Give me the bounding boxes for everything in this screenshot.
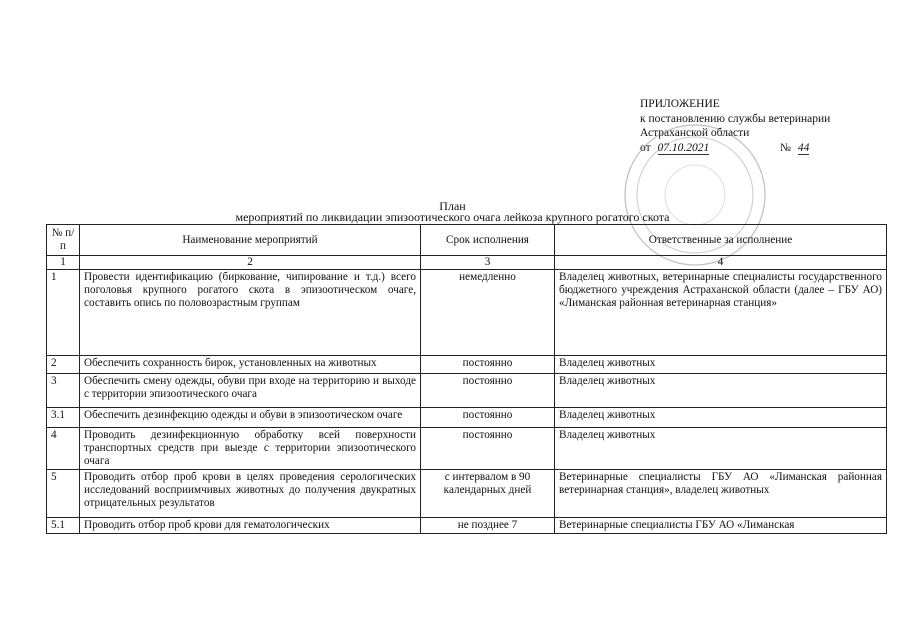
column-number: 3 <box>421 256 555 270</box>
row-responsible: Владелец животных <box>555 408 887 428</box>
appendix-line-1: к постановлению службы ветеринарии <box>640 112 831 125</box>
row-action: Проводить отбор проб крови для гематологических <box>80 518 421 534</box>
date-prefix: от <box>640 141 651 154</box>
table-row <box>47 428 887 470</box>
row-num: 4 <box>47 428 80 470</box>
row-responsible: Ветеринарные специалисты ГБУ АО «Лиманская районная ветеринарная станция», владелец животных <box>555 470 887 518</box>
row-responsible: Владелец животных <box>555 356 887 374</box>
row-term: не позднее 7 <box>421 518 555 534</box>
row-term: постоянно <box>421 408 555 428</box>
row-action: Обеспечить дезинфекцию одежды и обуви в эпизоотическом очаге <box>80 408 421 428</box>
table-row <box>47 518 887 534</box>
plan-title: План <box>439 199 466 213</box>
appendix-title: ПРИЛОЖЕНИЕ <box>640 98 720 110</box>
appendix-line-2: Астраханской области <box>640 127 750 139</box>
row-action: Проводить отбор проб крови в целях проведения серологических исследований восприимчивых животных до получения двукратных отрицательных результатов <box>80 470 421 518</box>
number-value: 44 <box>797 141 810 154</box>
row-term: немедленно <box>421 270 555 356</box>
row-action: Проводить дезинфекционную обработку всей поверхности транспортных средств при выезде с территории эпизоотического очага <box>80 428 421 470</box>
row-term: постоянно <box>421 374 555 408</box>
header-term: Срок исполнения <box>421 225 555 256</box>
measures-table <box>46 224 887 534</box>
row-responsible: Ветеринарные специалисты ГБУ АО «Лиманская <box>555 518 887 534</box>
row-responsible: Владелец животных <box>555 374 887 408</box>
table-row <box>47 408 887 428</box>
row-num: 1 <box>47 270 80 356</box>
table-row <box>47 270 887 356</box>
row-term: с интервалом в 90 календарных дней <box>421 470 555 518</box>
column-number: 2 <box>80 256 421 270</box>
table-header-row <box>47 225 887 256</box>
header-action: Наименование мероприятий <box>80 225 421 256</box>
row-action: Провести идентификацию (биркование, чипирование и т.д.) всего поголовья крупного рогатого скота в эпизоотическом очаге, составить опись по половозрастным группам <box>80 270 421 356</box>
row-num: 3 <box>47 374 80 408</box>
row-num: 2 <box>47 356 80 374</box>
row-action: Обеспечить смену одежды, обуви при входе на территорию и выходе с территории эпизоотического очага <box>80 374 421 408</box>
table-row <box>47 356 887 374</box>
column-number: 1 <box>47 256 80 270</box>
row-responsible: Владелец животных <box>555 428 887 470</box>
number-line <box>780 141 809 156</box>
number-prefix: № <box>780 141 791 154</box>
header-responsible: Ответственные за исполнение <box>555 225 887 256</box>
column-number-row <box>47 256 887 270</box>
row-num: 3.1 <box>47 408 80 428</box>
row-num: 5 <box>47 470 80 518</box>
row-term: постоянно <box>421 356 555 374</box>
row-action: Обеспечить сохранность бирок, установленных на животных <box>80 356 421 374</box>
row-num: 5.1 <box>47 518 80 534</box>
row-responsible: Владелец животных, ветеринарные специалисты государственного бюджетного учреждения Астраханской области (далее – ГБУ АО) «Лиманская районная ветеринарная станция» <box>555 270 887 356</box>
plan-subtitle: мероприятий по ликвидации эпизоотического очага лейкоза крупного рогатого скота <box>235 210 670 224</box>
column-number: 4 <box>555 256 887 270</box>
table-row <box>47 470 887 518</box>
table-row <box>47 374 887 408</box>
header-num: № п/п <box>47 225 80 256</box>
row-term: постоянно <box>421 428 555 470</box>
date-value: 07.10.2021 <box>657 141 710 154</box>
